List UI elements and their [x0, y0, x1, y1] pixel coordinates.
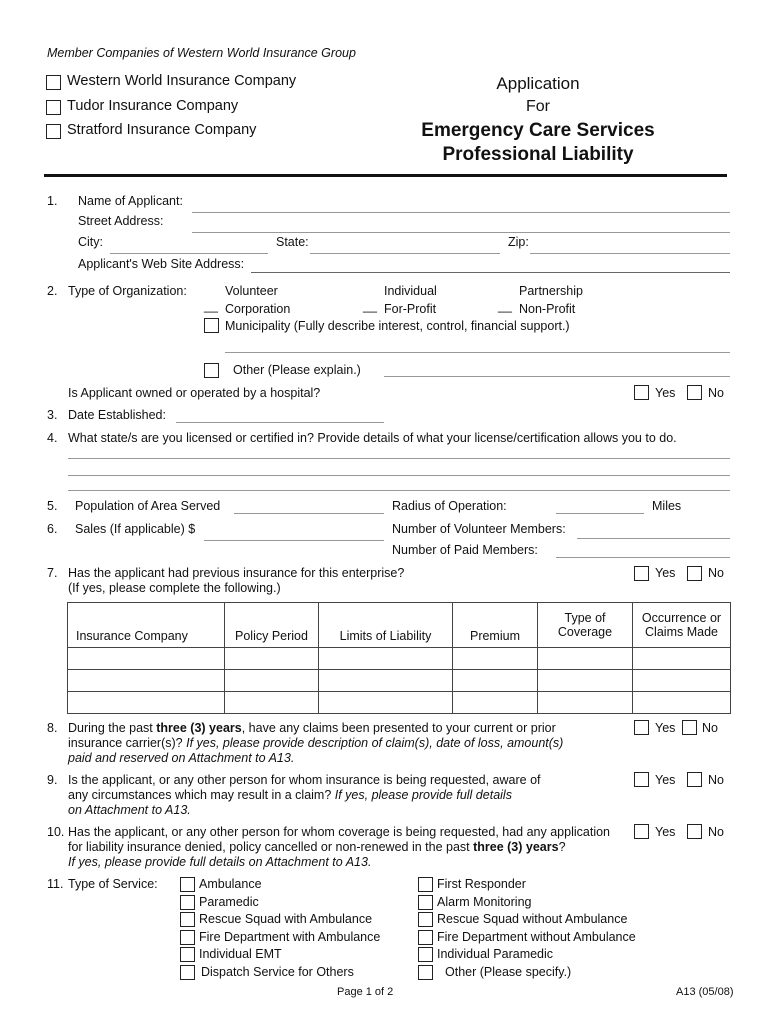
table-cell[interactable] — [319, 692, 453, 714]
corporation-checkbox[interactable]: __ — [204, 299, 218, 313]
q8-line1-a: During the past — [68, 721, 157, 735]
q7-number: 7. — [47, 566, 58, 580]
q10-line2-a: for liability insurance denied, policy cancelled or non-renewed in the past — [68, 840, 474, 854]
q2-number: 2. — [47, 284, 58, 298]
partnership-label: Partnership — [519, 284, 583, 298]
q2-label: Type of Organization: — [68, 284, 187, 298]
fire-dept-with-ambulance-label: Fire Department with Ambulance — [199, 930, 381, 944]
table-row — [68, 670, 731, 692]
corporation-label: Corporation — [225, 302, 291, 316]
q4-label: What state/s are you licensed or certified in? Provide details of what your license/certification allows you to do. — [68, 431, 677, 445]
hospital-yes-checkbox[interactable] — [634, 385, 649, 400]
table-cell[interactable] — [538, 670, 633, 692]
table-cell[interactable] — [633, 692, 731, 714]
q8-number: 8. — [47, 721, 58, 735]
other-service-label: Other (Please specify.) — [445, 965, 572, 979]
individual-label: Individual — [384, 284, 437, 298]
population-input[interactable] — [234, 513, 384, 514]
q8-line1-c: , have any claims been presented to your current or prior — [241, 721, 556, 735]
member-companies-line: Member Companies of Western World Insurance Group — [47, 46, 356, 60]
table-cell[interactable] — [68, 648, 225, 670]
q1-number: 1. — [47, 194, 58, 208]
q9-line2 — [68, 788, 512, 802]
table-cell[interactable] — [319, 648, 453, 670]
q8-line2-b: If yes, please provide description of claim(s), date of loss, amount(s) — [186, 736, 564, 750]
miles-label: Miles — [652, 499, 682, 513]
rescue-without-ambulance-label: Rescue Squad without Ambulance — [437, 912, 628, 926]
q5-number: 5. — [47, 499, 58, 513]
other-org-label: Other (Please explain.) — [233, 363, 361, 377]
table-cell[interactable] — [453, 692, 538, 714]
q10-line1: Has the applicant, or any other person for whom coverage is being requested, had any application — [68, 825, 610, 839]
q5-label: Population of Area Served — [75, 499, 221, 513]
license-details-line-2[interactable] — [68, 475, 730, 476]
q1-name-label: Name of Applicant: — [78, 194, 183, 208]
table-cell[interactable] — [68, 692, 225, 714]
volunteer-members-label: Number of Volunteer Members: — [392, 522, 566, 536]
table-row — [68, 692, 731, 714]
ambulance-checkbox[interactable] — [180, 877, 195, 892]
rescue-without-ambulance-checkbox[interactable] — [418, 912, 433, 927]
western-world-checkbox[interactable] — [46, 75, 61, 90]
q9-line3: on Attachment to A13. — [68, 803, 191, 817]
hospital-no-checkbox[interactable] — [687, 385, 702, 400]
table-cell[interactable] — [225, 648, 319, 670]
q10-line2 — [68, 840, 566, 854]
q7-yes-checkbox[interactable] — [634, 566, 649, 581]
volunteer-members-input[interactable] — [577, 538, 730, 539]
q10-line3: If yes, please provide full details on Attachment to A13. — [68, 855, 372, 869]
col-limits-of-liability: Limits of Liability — [319, 603, 453, 648]
q3-number: 3. — [47, 408, 58, 422]
paid-members-label: Number of Paid Members: — [392, 543, 538, 557]
dispatch-service-checkbox[interactable] — [180, 965, 195, 980]
q8-line3: paid and reserved on Attachment to A13. — [68, 751, 295, 765]
municipality-label: Municipality (Fully describe interest, control, financial support.) — [225, 319, 570, 333]
form-number: A13 (05/08) — [676, 986, 734, 998]
table-cell[interactable] — [225, 670, 319, 692]
non-profit-label: Non-Profit — [519, 302, 576, 316]
license-details-line-3[interactable] — [68, 490, 730, 491]
q8-no-label: No — [702, 721, 718, 735]
col-policy-period: Policy Period — [225, 603, 319, 648]
q9-line1: Is the applicant, or any other person for whom insurance is being requested, aware of — [68, 773, 541, 787]
paramedic-checkbox[interactable] — [180, 895, 195, 910]
header-divider — [44, 174, 727, 177]
q8-no-checkbox[interactable] — [682, 720, 697, 735]
q8-yes-label: Yes — [655, 721, 676, 735]
zip-input[interactable] — [530, 253, 730, 254]
q10-no-checkbox[interactable] — [687, 824, 702, 839]
q11-number: 11. — [47, 877, 64, 891]
street-address-input[interactable] — [192, 232, 730, 233]
table-cell[interactable] — [633, 648, 731, 670]
q10-yes-label: Yes — [655, 825, 676, 839]
individual-paramedic-label: Individual Paramedic — [437, 947, 554, 961]
q7-yes-label: Yes — [655, 566, 676, 580]
q10-line2-c: ? — [558, 840, 566, 854]
rescue-with-ambulance-checkbox[interactable] — [180, 912, 195, 927]
website-input[interactable] — [251, 272, 730, 273]
q10-yes-checkbox[interactable] — [634, 824, 649, 839]
q8-line1 — [68, 721, 556, 735]
q8-yes-checkbox[interactable] — [634, 720, 649, 735]
hospital-yes-label: Yes — [655, 386, 676, 400]
sales-input[interactable] — [204, 540, 384, 541]
page-number: Page 1 of 2 — [337, 986, 394, 998]
table-cell[interactable] — [319, 670, 453, 692]
q9-no-checkbox[interactable] — [687, 772, 702, 787]
first-responder-checkbox[interactable] — [418, 877, 433, 892]
insurance-history-table — [67, 602, 731, 714]
q1-zip-label: Zip: — [508, 235, 529, 249]
col-insurance-company: Insurance Company — [68, 603, 225, 648]
title-application: Application — [496, 74, 580, 93]
non-profit-checkbox[interactable]: __ — [498, 299, 512, 313]
fire-dept-without-ambulance-label: Fire Department without Ambulance — [437, 930, 636, 944]
q8-line2-a: insurance carrier(s)? — [68, 736, 187, 750]
stratford-checkbox[interactable] — [46, 124, 61, 139]
city-input[interactable] — [110, 253, 268, 254]
col-occurrence-claims-made: Occurrence or Claims Made — [633, 603, 731, 648]
title-professional-liability: Professional Liability — [442, 144, 634, 165]
q9-number: 9. — [47, 773, 58, 787]
volunteer-label: Volunteer — [225, 284, 278, 298]
fire-dept-without-ambulance-checkbox[interactable] — [418, 930, 433, 945]
table-cell[interactable] — [453, 670, 538, 692]
alarm-monitoring-checkbox[interactable] — [418, 895, 433, 910]
for-profit-checkbox[interactable]: __ — [363, 299, 377, 313]
other-service-checkbox[interactable] — [418, 965, 433, 980]
q7-line1: Has the applicant had previous insurance for this enterprise? — [68, 566, 405, 580]
q1-state-label: State: — [276, 235, 309, 249]
q1-city-label: City: — [78, 235, 103, 249]
q9-line2-b: If yes, please provide full details — [334, 788, 512, 802]
q6-number: 6. — [47, 522, 58, 536]
applicant-name-input[interactable] — [192, 212, 730, 213]
western-world-label: Western World Insurance Company — [67, 73, 297, 89]
state-input[interactable] — [310, 253, 500, 254]
other-org-details-input[interactable] — [384, 376, 730, 377]
license-details-line-1[interactable] — [68, 458, 730, 459]
radius-label: Radius of Operation: — [392, 499, 507, 513]
q7-no-checkbox[interactable] — [687, 566, 702, 581]
municipality-checkbox[interactable] — [204, 318, 219, 333]
title-for: For — [526, 98, 550, 115]
q3-label: Date Established: — [68, 408, 166, 422]
date-established-input[interactable] — [176, 422, 384, 423]
q8-line1-b: three (3) years — [156, 721, 242, 735]
municipality-details-input[interactable] — [225, 352, 730, 353]
q4-number: 4. — [47, 431, 58, 445]
table-cell[interactable] — [225, 692, 319, 714]
q9-line2-a: any circumstances which may result in a claim? — [68, 788, 335, 802]
hospital-question: Is Applicant owned or operated by a hospital? — [68, 386, 321, 400]
q11-label: Type of Service: — [68, 877, 158, 891]
tudor-checkbox[interactable] — [46, 100, 61, 115]
col-type-of-coverage: Type of Coverage — [538, 603, 633, 648]
ambulance-label: Ambulance — [199, 877, 262, 891]
q8-line2 — [68, 736, 563, 750]
q10-no-label: No — [708, 825, 724, 839]
q1-website-label: Applicant's Web Site Address: — [78, 257, 245, 271]
q10-number: 10. — [47, 825, 65, 839]
q9-no-label: No — [708, 773, 724, 787]
q9-yes-checkbox[interactable] — [634, 772, 649, 787]
first-responder-label: First Responder — [437, 877, 526, 891]
individual-paramedic-checkbox[interactable] — [418, 947, 433, 962]
radius-input[interactable] — [556, 513, 644, 514]
table-cell[interactable] — [633, 670, 731, 692]
paramedic-label: Paramedic — [199, 895, 259, 909]
q7-no-label: No — [708, 566, 724, 580]
alarm-monitoring-label: Alarm Monitoring — [437, 895, 532, 909]
table-cell[interactable] — [68, 670, 225, 692]
stratford-label: Stratford Insurance Company — [67, 122, 257, 138]
q10-line2-b: three (3) years — [473, 840, 559, 854]
individual-emt-label: Individual EMT — [199, 947, 282, 961]
table-header-row — [68, 603, 731, 648]
table-row — [68, 648, 731, 670]
fire-dept-with-ambulance-checkbox[interactable] — [180, 930, 195, 945]
rescue-with-ambulance-label: Rescue Squad with Ambulance — [199, 912, 373, 926]
title-emergency-care: Emergency Care Services — [421, 120, 655, 141]
for-profit-label: For-Profit — [384, 302, 437, 316]
table-cell[interactable] — [538, 648, 633, 670]
table-cell[interactable] — [538, 692, 633, 714]
table-cell[interactable] — [453, 648, 538, 670]
paid-members-input[interactable] — [556, 557, 730, 558]
dispatch-service-label: Dispatch Service for Others — [201, 965, 354, 979]
col-premium: Premium — [453, 603, 538, 648]
q6-label: Sales (If applicable) $ — [75, 522, 196, 536]
q7-line2: (If yes, please complete the following.) — [68, 581, 281, 595]
hospital-no-label: No — [708, 386, 724, 400]
other-org-checkbox[interactable] — [204, 363, 219, 378]
q1-street-label: Street Address: — [78, 214, 164, 228]
q9-yes-label: Yes — [655, 773, 676, 787]
individual-emt-checkbox[interactable] — [180, 947, 195, 962]
tudor-label: Tudor Insurance Company — [67, 98, 239, 114]
